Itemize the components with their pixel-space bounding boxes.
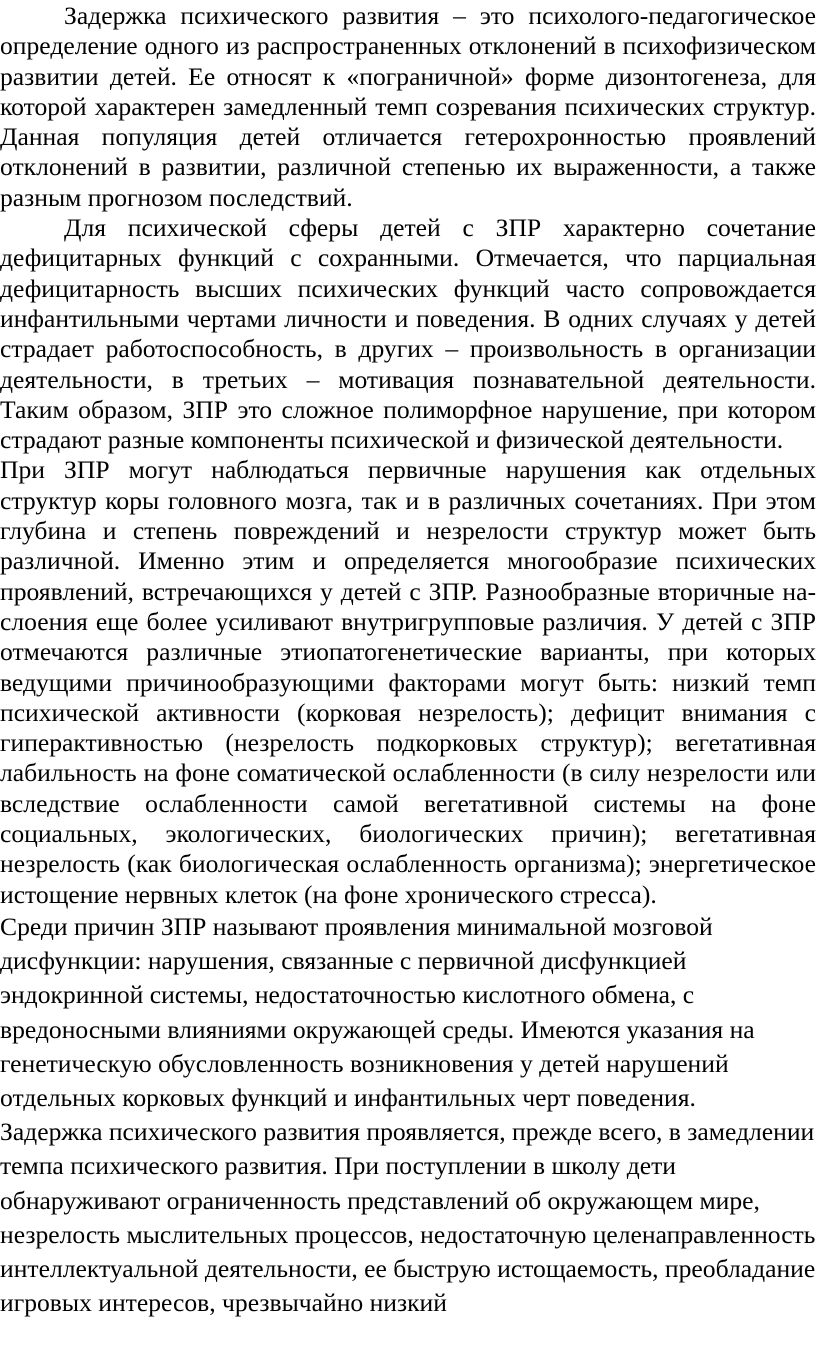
paragraph-3: При ЗПР могут наблюдаться первичные нарушения как отдельных структур коры головного мозга, так и в различных сочетаниях. При этом глубина и степень повреждений и незрелости структур может быть различной. Именно этим и определяется многообразие психических проявлений, встречающихся у детей с ЗПР. Разнообразные вторичные наслоения еще более усиливают внутригрупповые различия. У детей с ЗПР отмечаются различные этиопатогенетические варианты, при которых ведущими причинообразующими факторами могут быть: низкий темп психической активности (корковая незрелость); дефицит внимания с гиперактивностью (незрелость подкорковых структур); вегетативная лабильность на фоне соматической ослабленности (в силу незрелости или вследствие ослабленности самой вегетативной системы на фоне социальных, экологических, биологических причин); вегетативная незрелость (как биологическая ослабленность организма); энергетическое истощение нервных клеток (на фоне хронического стресса). — [0, 455, 816, 909]
paragraph-5: Задержка психического развития проявляется, прежде всего, в замедлении темпа психического развития. При поступлении в школу дети обнаруживают ограниченность представлений об окружающем мире, незрелость мыслительных процессов, недостаточную целенаправленность интеллектуальной деятельности, ее быструю истощаемость, преобладание игровых интересов, чрезвычайно низкий — [0, 1117, 816, 1318]
paragraph-1: Задержка психического развития – это психолого-педагогическое определение одного из распространенных отклонений в психофизическом развитии детей. Ее относят к «пограничной» форме дизонтогенеза, для которой характерен замедленный темп созревания психических структур. Данная популяция детей отличается гетерохронностью проявлений отклонений в развитии, различной степенью их выраженности, а также разным прогнозом последствий. — [0, 1, 816, 212]
paragraph-4: Среди причин ЗПР называют проявления минимальной мозговой дисфункции: нарушения, связанные с первичной дисфункцией эндокринной системы, недостаточностью кислотного обмена, с вредоносными влияниями окружающей среды. Имеются указания на генетическую обусловленность возникновения у детей нарушений отдельных корковых функций и инфантильных черт поведения. — [0, 911, 755, 1112]
paragraph-2: Для психической сферы детей с ЗПР характерно сочетание дефицитарных функций с сохранными. Отмечается, что парциальная дефицитарность высших психических функций часто сопровождается инфантильными чертами личности и поведения. В одних случаях у детей страдает работоспособность, в других – произвольность в организации деятельности, в третьих – мотивация познавательной деятельности. Таким образом, ЗПР это сложное полиморфное нарушение, при котором страдают разные компоненты психической и физической деятельности. — [0, 213, 816, 455]
